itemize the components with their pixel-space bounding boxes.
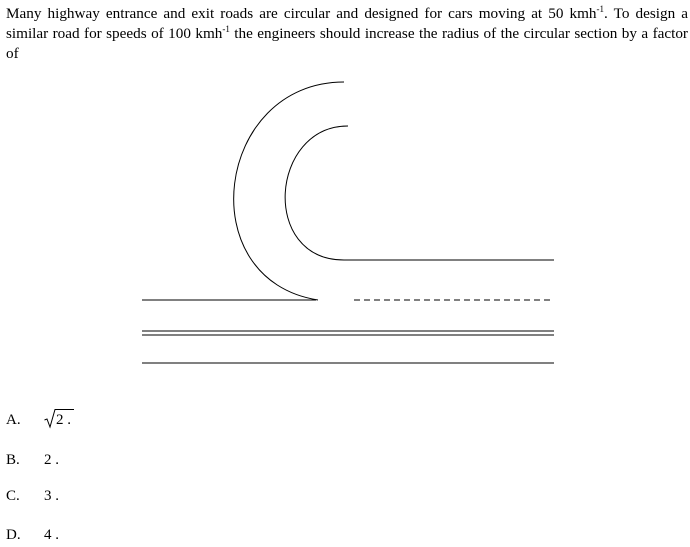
unit-base: kmh [569,5,597,22]
option-letter: A. [6,412,21,428]
option-value: 4 . [44,527,59,543]
option-letter: B. [6,452,20,468]
option-value: 3 . [44,488,59,504]
outer-ramp-arc [234,82,344,300]
inner-ramp-arc [285,126,348,260]
question-part-2: . To design a similar road for speeds of 100 [6,5,688,42]
unit-base: kmh [195,25,223,42]
unit-exponent: -1 [596,4,605,14]
square-root [44,411,64,429]
question-part-3: the engineers should increase the radius of the circular section by a factor of [6,25,688,62]
unit-exponent: -1 [222,24,230,34]
option-value: 2 . [44,452,59,468]
radical-sign-icon [44,408,74,430]
option-value [44,411,71,429]
question-part-1: Many highway entrance and exit roads are circular and designed for cars moving at 50 [6,5,564,22]
option-letter: C. [6,488,20,504]
option-suffix: . [67,412,71,428]
option-letter: D. [6,527,21,543]
radicand: 2 [56,412,64,428]
